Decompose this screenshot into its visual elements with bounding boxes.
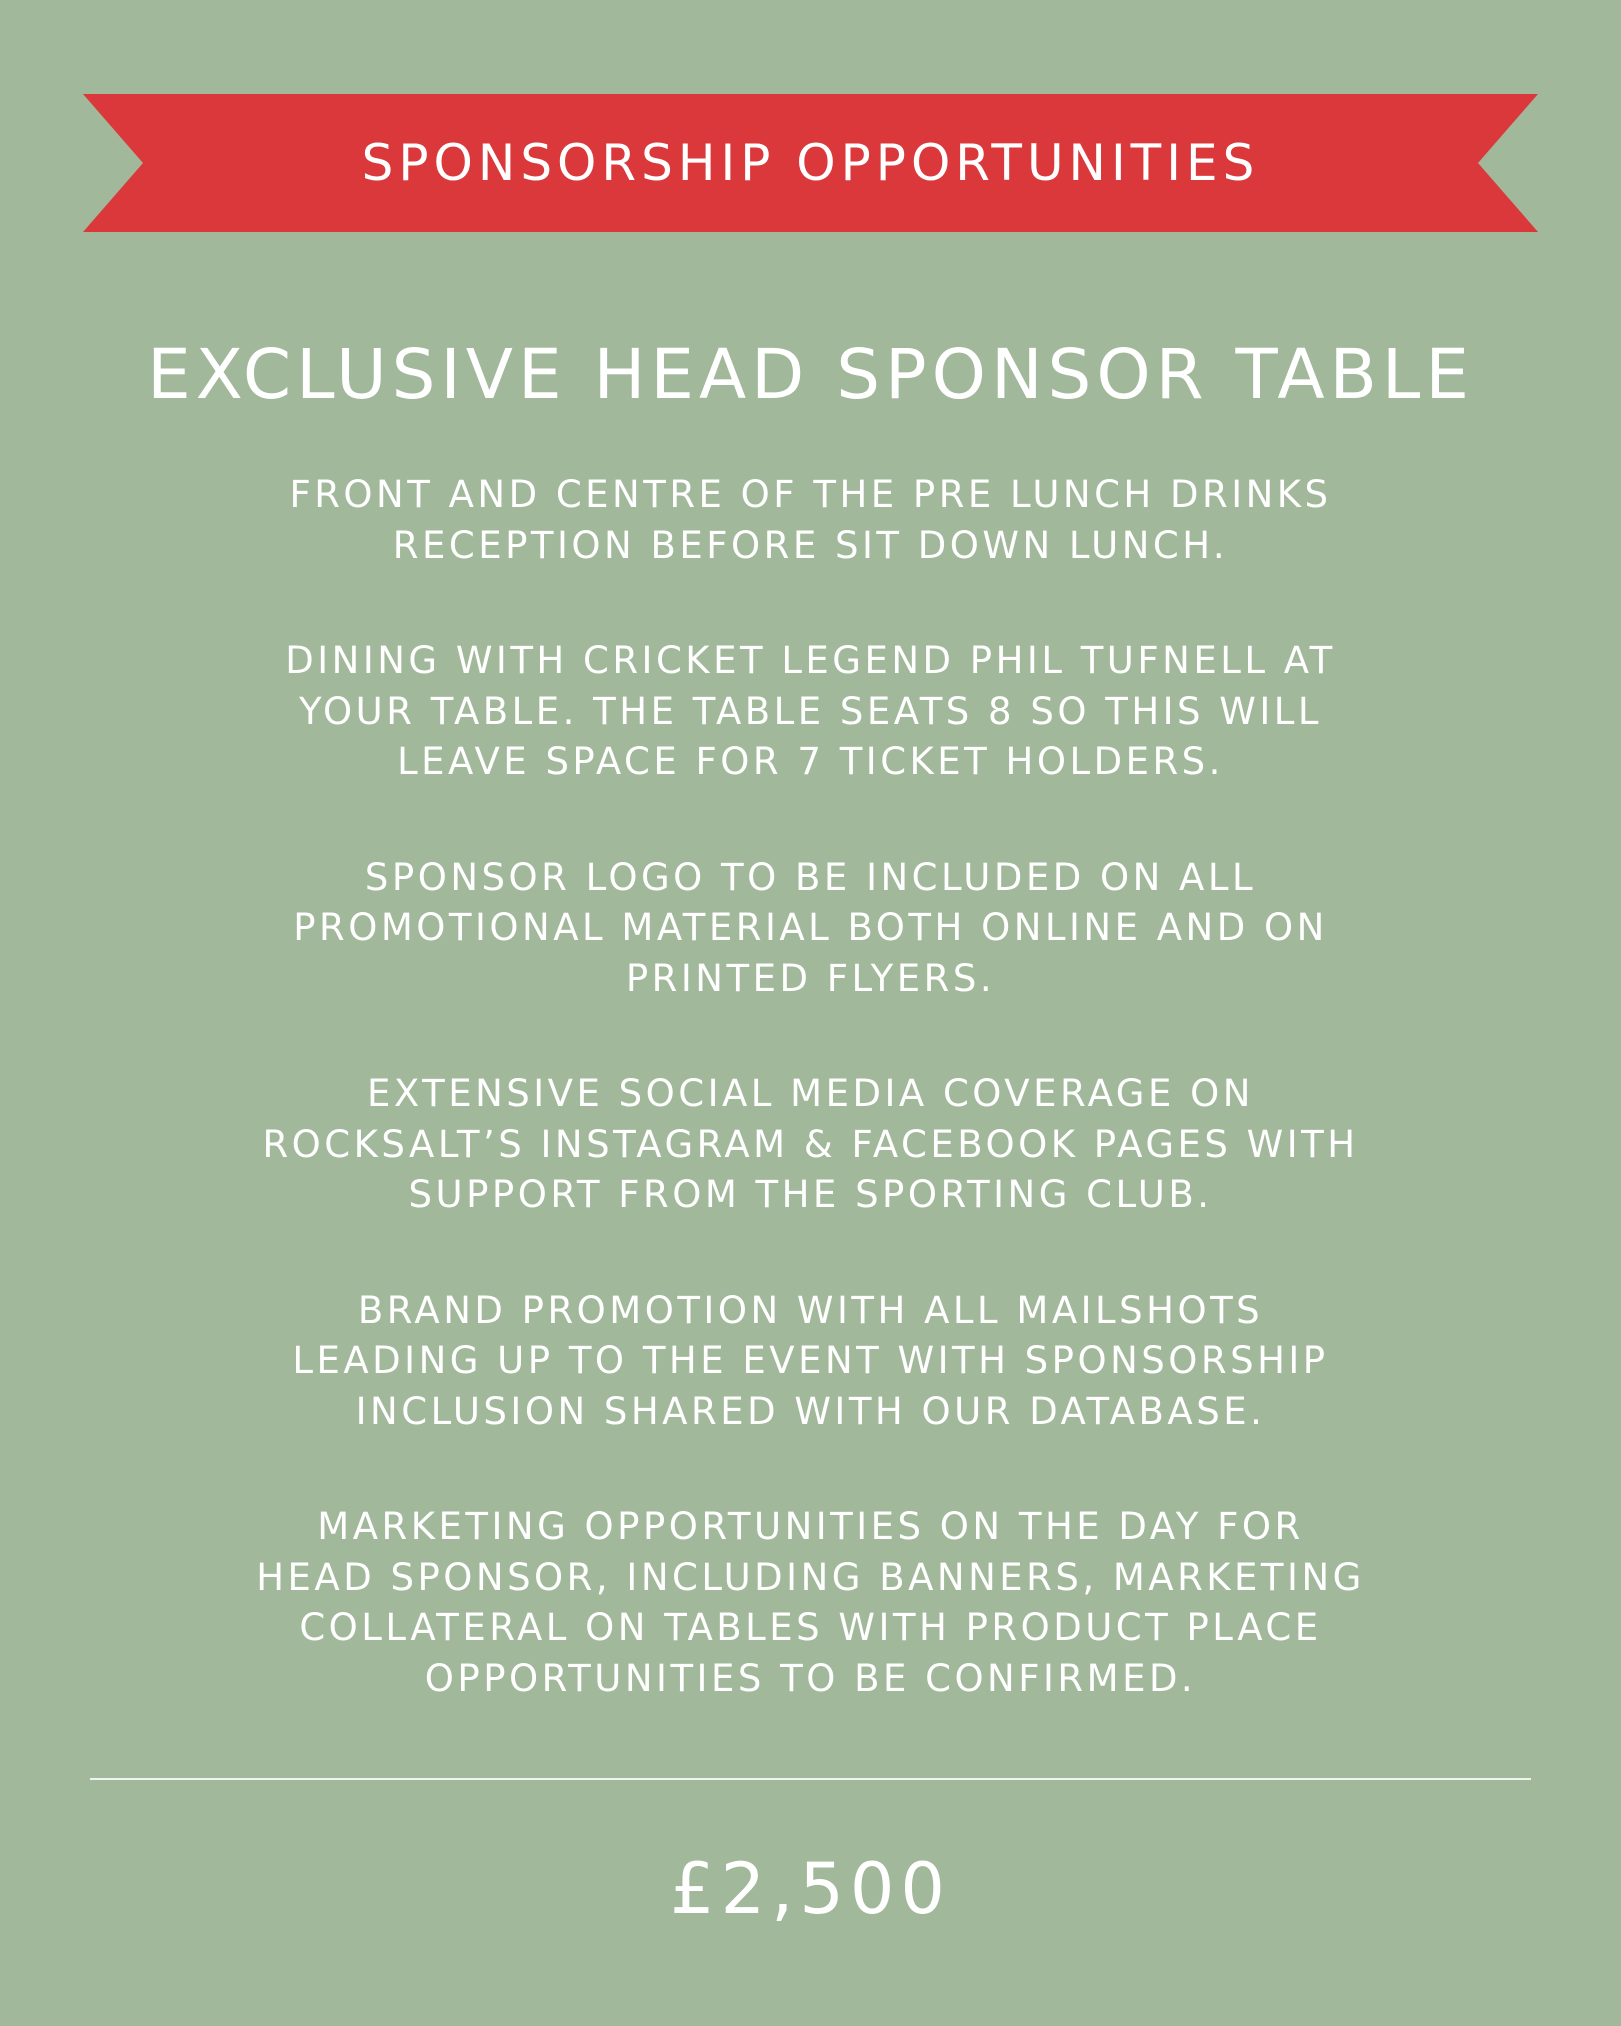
benefit-item — [130, 853, 1491, 1005]
benefit-line: ROCKSALT’S INSTAGRAM & FACEBOOK PAGES WITH — [262, 1122, 1359, 1166]
benefit-line: COLLATERAL ON TABLES WITH PRODUCT PLACE — [299, 1606, 1322, 1649]
benefit-item — [130, 1502, 1491, 1704]
benefit-item — [130, 470, 1491, 571]
benefit-line: PRINTED FLYERS. — [625, 956, 996, 1000]
benefit-line: PROMOTIONAL MATERIAL BOTH ONLINE AND ON — [293, 906, 1328, 949]
benefit-item — [130, 1286, 1491, 1438]
benefit-line: EXTENSIVE SOCIAL MEDIA COVERAGE ON — [367, 1072, 1254, 1115]
benefit-line: RECEPTION BEFORE SIT DOWN LUNCH. — [392, 523, 1229, 567]
benefit-item — [130, 1069, 1491, 1221]
benefit-line: YOUR TABLE. THE TABLE SEATS 8 SO THIS WILL — [298, 689, 1323, 733]
benefit-line: SPONSOR LOGO TO BE INCLUDED ON ALL — [364, 855, 1257, 899]
benefits-list — [130, 470, 1491, 1769]
benefit-line: HEAD SPONSOR, INCLUDING BANNERS, MARKETING — [256, 1555, 1365, 1599]
benefit-line: OPPORTUNITIES TO BE CONFIRMED. — [424, 1656, 1197, 1700]
benefit-line: INCLUSION SHARED WITH OUR DATABASE. — [355, 1389, 1266, 1433]
divider — [90, 1778, 1531, 1780]
ribbon-banner — [83, 94, 1538, 232]
benefit-line: BRAND PROMOTION WITH ALL MAILSHOTS — [357, 1288, 1264, 1332]
benefit-item — [130, 636, 1491, 788]
benefit-line: FRONT AND CENTRE OF THE PRE LUNCH DRINKS — [289, 473, 1332, 516]
banner-title: SPONSORSHIP OPPORTUNITIES — [361, 134, 1260, 192]
benefit-line: LEADING UP TO THE EVENT WITH SPONSORSHIP — [292, 1339, 1329, 1382]
benefit-line: LEAVE SPACE FOR 7 TICKET HOLDERS. — [397, 740, 1224, 783]
benefit-line: MARKETING OPPORTUNITIES ON THE DAY FOR — [317, 1505, 1304, 1548]
price: £2,500 — [670, 1848, 951, 1930]
benefit-line: DINING WITH CRICKET LEGEND PHIL TUFNELL AT — [285, 639, 1336, 682]
section-title: EXCLUSIVE HEAD SPONSOR TABLE — [147, 335, 1474, 415]
benefit-line: SUPPORT FROM THE SPORTING CLUB. — [408, 1173, 1213, 1216]
